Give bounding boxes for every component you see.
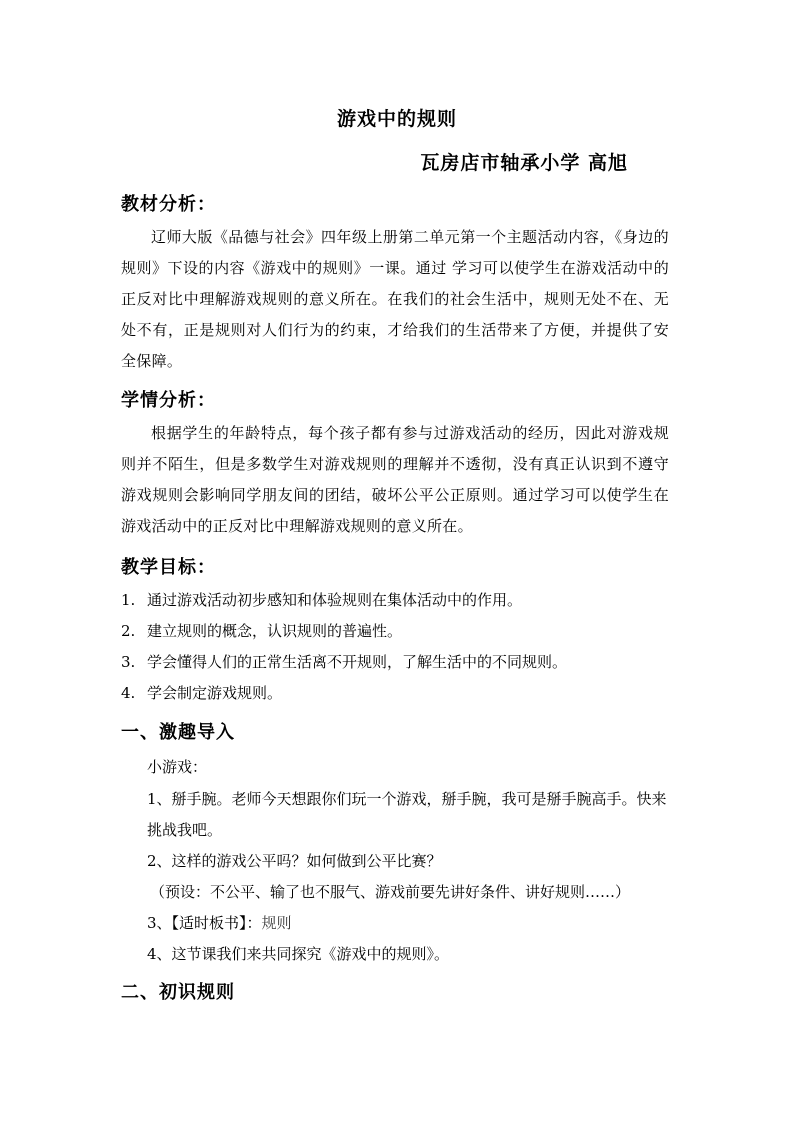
goal-text: 通过游戏活动初步感知和体验规则在集体活动中的作用。 bbox=[147, 591, 523, 609]
preset-note: （预设：不公平、输了也不服气、游戏前要先讲好条件、讲好规则……） bbox=[150, 883, 631, 901]
section2-heading: 二、初识规则 bbox=[121, 982, 235, 1003]
goal-number: 1. bbox=[121, 591, 136, 609]
goal-number: 2. bbox=[121, 622, 136, 640]
document-title: 游戏中的规则 bbox=[336, 108, 457, 130]
step-2: 2、这样的游戏公平吗？如何做到公平比赛？ bbox=[147, 852, 442, 870]
goal-number: 3. bbox=[121, 653, 136, 671]
step-3 bbox=[147, 908, 292, 939]
step-3-value: 规则 bbox=[261, 914, 292, 932]
goals-heading: 教学目标： bbox=[121, 557, 216, 578]
material-heading: 教材分析： bbox=[121, 194, 216, 215]
goal-item bbox=[121, 647, 567, 678]
step-3-prefix: 3、【适时板书】： bbox=[147, 914, 262, 932]
goal-number: 4. bbox=[121, 684, 136, 702]
goal-item bbox=[121, 678, 282, 709]
goal-item bbox=[121, 585, 522, 616]
author-line: 瓦房店市轴承小学 高旭 bbox=[420, 152, 628, 174]
goal-item bbox=[121, 616, 402, 647]
step-4: 4、这节课我们来共同探究《游戏中的规则》。 bbox=[147, 945, 450, 963]
learner-heading: 学情分析： bbox=[121, 390, 216, 411]
goal-text: 建立规则的概念，认识规则的普遍性。 bbox=[147, 622, 403, 640]
game-label: 小游戏： bbox=[147, 758, 208, 776]
step-1: 1、掰手腕。老师今天想跟你们玩一个游戏，掰手腕，我可是掰手腕高手。快来挑战我吧。 bbox=[147, 790, 667, 839]
section1-heading: 一、激趣导入 bbox=[121, 722, 235, 743]
goal-text: 学会制定游戏规则。 bbox=[147, 684, 283, 702]
learner-paragraph: 根据学生的年龄特点，每个孩子都有参与过游戏活动的经历，因此对游戏规则并不陌生，但是多数学生对游戏规则的理解并不透彻，没有真正认识到不遵守游戏规则会影响同学朋友间的团结，破坏公平公正原则。通过学习可以使学生在游戏活动中的正反对比中理解游戏规则的意义所在。 bbox=[121, 424, 669, 535]
goal-text: 学会懂得人们的正常生活离不开规则，了解生活中的不同规则。 bbox=[147, 653, 568, 671]
material-paragraph: 辽师大版《品德与社会》四年级上册第二单元第一个主题活动内容，《身边的规则》下设的内容《游戏中的规则》一课。通过 学习可以使学生在游戏活动中的正反对比中理解游戏规则的意义所在。在我们的社会生活中，规则无处不在、无处不有，正是规则对人们行为的约束，才给我们的生活带来了方便，并提供了安全保障。 bbox=[121, 228, 669, 370]
